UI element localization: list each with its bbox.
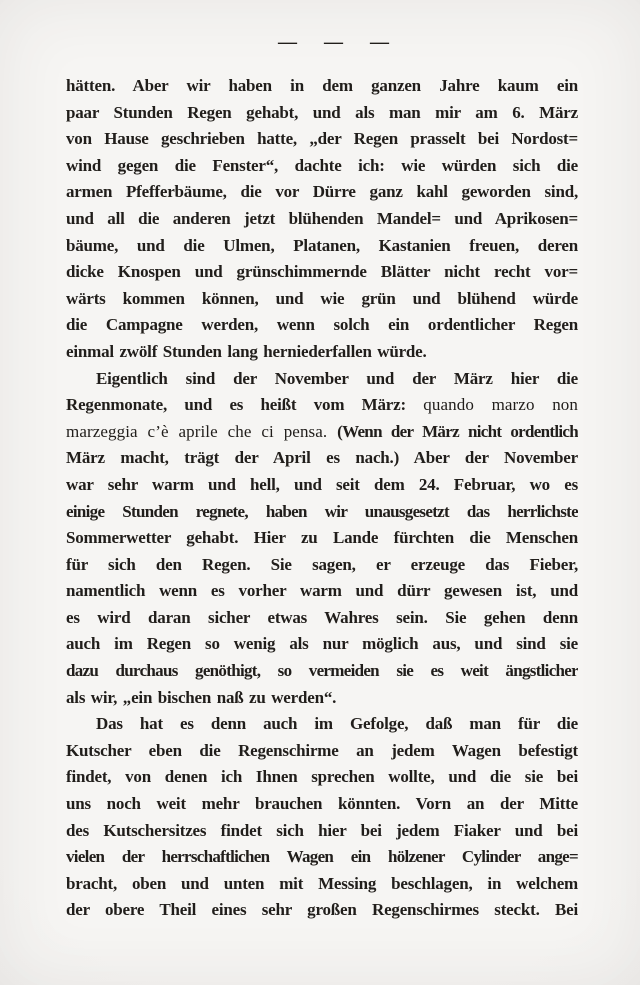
ornament-dash: —: [324, 32, 344, 53]
text-line: Sommerwetter gehabt. Hier zu Lande fürchten die Menschen: [66, 528, 578, 548]
text-line: dazu durchaus genöthigt, so vermeiden sie es weit ängstlicher: [66, 661, 578, 681]
text-line: war sehr warm und hell, und seit dem 24. Februar, wo es: [66, 474, 578, 494]
fraktur-segment: Regenmonate, und es heißt vom März:: [66, 395, 424, 415]
text-line: auch im Regen so wenig als nur möglich aus, und sind sie: [66, 634, 578, 654]
ornament-dash: —: [370, 32, 390, 53]
text-line: wind gegen die Fenster“, dachte ich: wie würden sich die: [66, 155, 578, 175]
text-line-paragraph-end: einmal zwölf Stunden lang herniederfallen würde.: [66, 341, 427, 361]
text-line: für sich den Regen. Sie sagen, er erzeuge das Fieber,: [66, 554, 578, 574]
page-text: [66, 73, 578, 924]
text-line: von Hause geschrieben hatte, „der Regen prasselt bei Nordost=: [66, 129, 578, 149]
text-line: März macht, trägt der April es nach.) Aber der November: [66, 448, 578, 468]
text-line-mixed-type: [66, 419, 578, 446]
text-line: wärts kommen können, und wie grün und blühend würde: [66, 288, 578, 308]
text-line-paragraph-start: Das hat es denn auch im Gefolge, daß man für die: [96, 714, 578, 734]
text-line: namentlich wenn es vorher warm und dürr gewesen ist, und: [66, 581, 578, 601]
text-line-mixed-type: [66, 392, 578, 419]
text-line: des Kutschersitzes findet sich hier bei jedem Fiaker und bei: [66, 820, 578, 840]
text-line: Kutscher eben die Regenschirme an jedem Wagen befestigt: [66, 740, 578, 760]
text-line: bracht, oben und unten mit Messing beschlagen, in welchem: [66, 873, 578, 893]
text-line: armen Pfefferbäume, die vor Dürre ganz kahl geworden sind,: [66, 182, 578, 202]
text-line-paragraph-end: als wir, „ein bischen naß zu werden“.: [66, 687, 337, 707]
text-line: paar Stunden Regen gehabt, und als man mir am 6. März: [66, 102, 578, 122]
antiqua-segment: marzeggia c’è aprile che ci pensa.: [66, 421, 338, 441]
ornament-dash: —: [278, 32, 298, 53]
text-line-paragraph-start: Eigentlich sind der November und der März hier die: [96, 368, 578, 388]
text-line: hätten. Aber wir haben in dem ganzen Jahre kaum ein: [66, 76, 578, 95]
fraktur-segment: (Wenn der März nicht ordentlich: [337, 421, 578, 441]
text-line: dicke Knospen und grünschimmernde Blätter nicht recht vor=: [66, 262, 578, 282]
header-ornament: [0, 33, 640, 52]
text-line: uns noch weit mehr brauchen könnten. Vorn an der Mitte: [66, 794, 578, 814]
text-line: einige Stunden regnete, haben wir unausgesetzt das herrlichste: [66, 501, 578, 521]
antiqua-segment: quando marzo non: [423, 395, 578, 415]
text-line: die Campagne werden, wenn solch ein ordentlicher Regen: [66, 315, 578, 335]
text-line: und all die anderen jetzt blühenden Mandel= und Aprikosen=: [66, 208, 578, 228]
text-line: es wird daran sicher etwas Wahres sein. Sie gehen denn: [66, 607, 578, 627]
text-line: bäume, und die Ulmen, Platanen, Kastanien freuen, deren: [66, 235, 578, 255]
text-line: der obere Theil eines sehr großen Regenschirmes steckt. Bei: [66, 900, 578, 920]
text-line: findet, von denen ich Ihnen sprechen wollte, und die sie bei: [66, 767, 578, 787]
text-line: vielen der herrschaftlichen Wagen ein hölzener Cylinder ange=: [66, 847, 578, 867]
